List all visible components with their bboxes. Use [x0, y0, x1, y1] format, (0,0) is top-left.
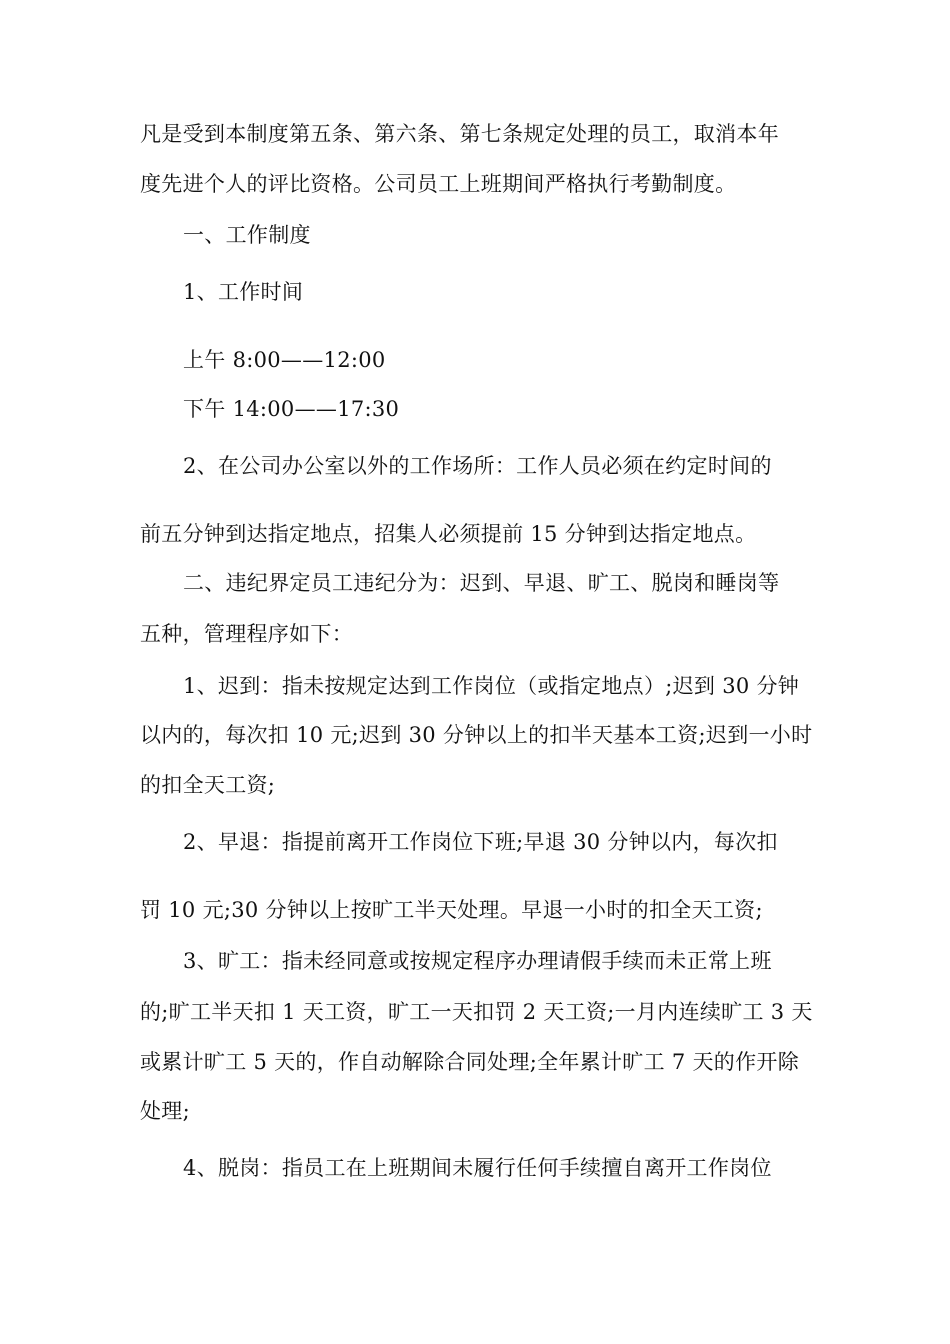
offsite-rule-line-2: 前五分钟到达指定地点，招集人必须提前 15 分钟到达指定地点。	[140, 522, 757, 546]
off-post-rule-line-1: 4、脱岗：指员工在上班期间未履行任何手续擅自离开工作岗位	[183, 1156, 772, 1180]
early-leave-rule-line-2: 罚 10 元;30 分钟以上按旷工半天处理。早退一小时的扣全天工资;	[140, 898, 763, 922]
offsite-rule-line-1: 2、在公司办公室以外的工作场所：工作人员必须在约定时间的	[183, 454, 772, 478]
late-rule-line-3: 的扣全天工资;	[140, 773, 276, 797]
paragraph-line-2: 度先进个人的评比资格。公司员工上班期间严格执行考勤制度。	[140, 172, 737, 196]
violations-line-2: 五种，管理程序如下：	[140, 622, 353, 646]
subheading-work-hours: 1、工作时间	[183, 280, 304, 304]
afternoon-hours: 下午 14:00——17:30	[183, 397, 400, 421]
section-heading-work-system: 一、工作制度	[183, 223, 311, 247]
paragraph-line-1: 凡是受到本制度第五条、第六条、第七条规定处理的员工，取消本年	[140, 122, 779, 146]
absence-rule-line-2: 的;旷工半天扣 1 天工资，旷工一天扣罚 2 天工资;一月内连续旷工 3 天	[140, 1000, 813, 1024]
section-heading-violations: 二、违纪界定员工违纪分为：迟到、早退、旷工、脱岗和睡岗等	[183, 571, 780, 595]
absence-rule-line-3: 或累计旷工 5 天的，作自动解除合同处理;全年累计旷工 7 天的作开除	[140, 1050, 799, 1074]
early-leave-rule-line-1: 2、早退：指提前离开工作岗位下班;早退 30 分钟以内，每次扣	[183, 830, 778, 854]
morning-hours: 上午 8:00——12:00	[183, 348, 386, 372]
late-rule-line-2: 以内的，每次扣 10 元;迟到 30 分钟以上的扣半天基本工资;迟到一小时	[140, 723, 813, 747]
absence-rule-line-4: 处理;	[140, 1099, 190, 1123]
late-rule-line-1: 1、迟到：指未按规定达到工作岗位（或指定地点）;迟到 30 分钟	[183, 674, 800, 698]
absence-rule-line-1: 3、旷工：指未经同意或按规定程序办理请假手续而未正常上班	[183, 949, 772, 973]
